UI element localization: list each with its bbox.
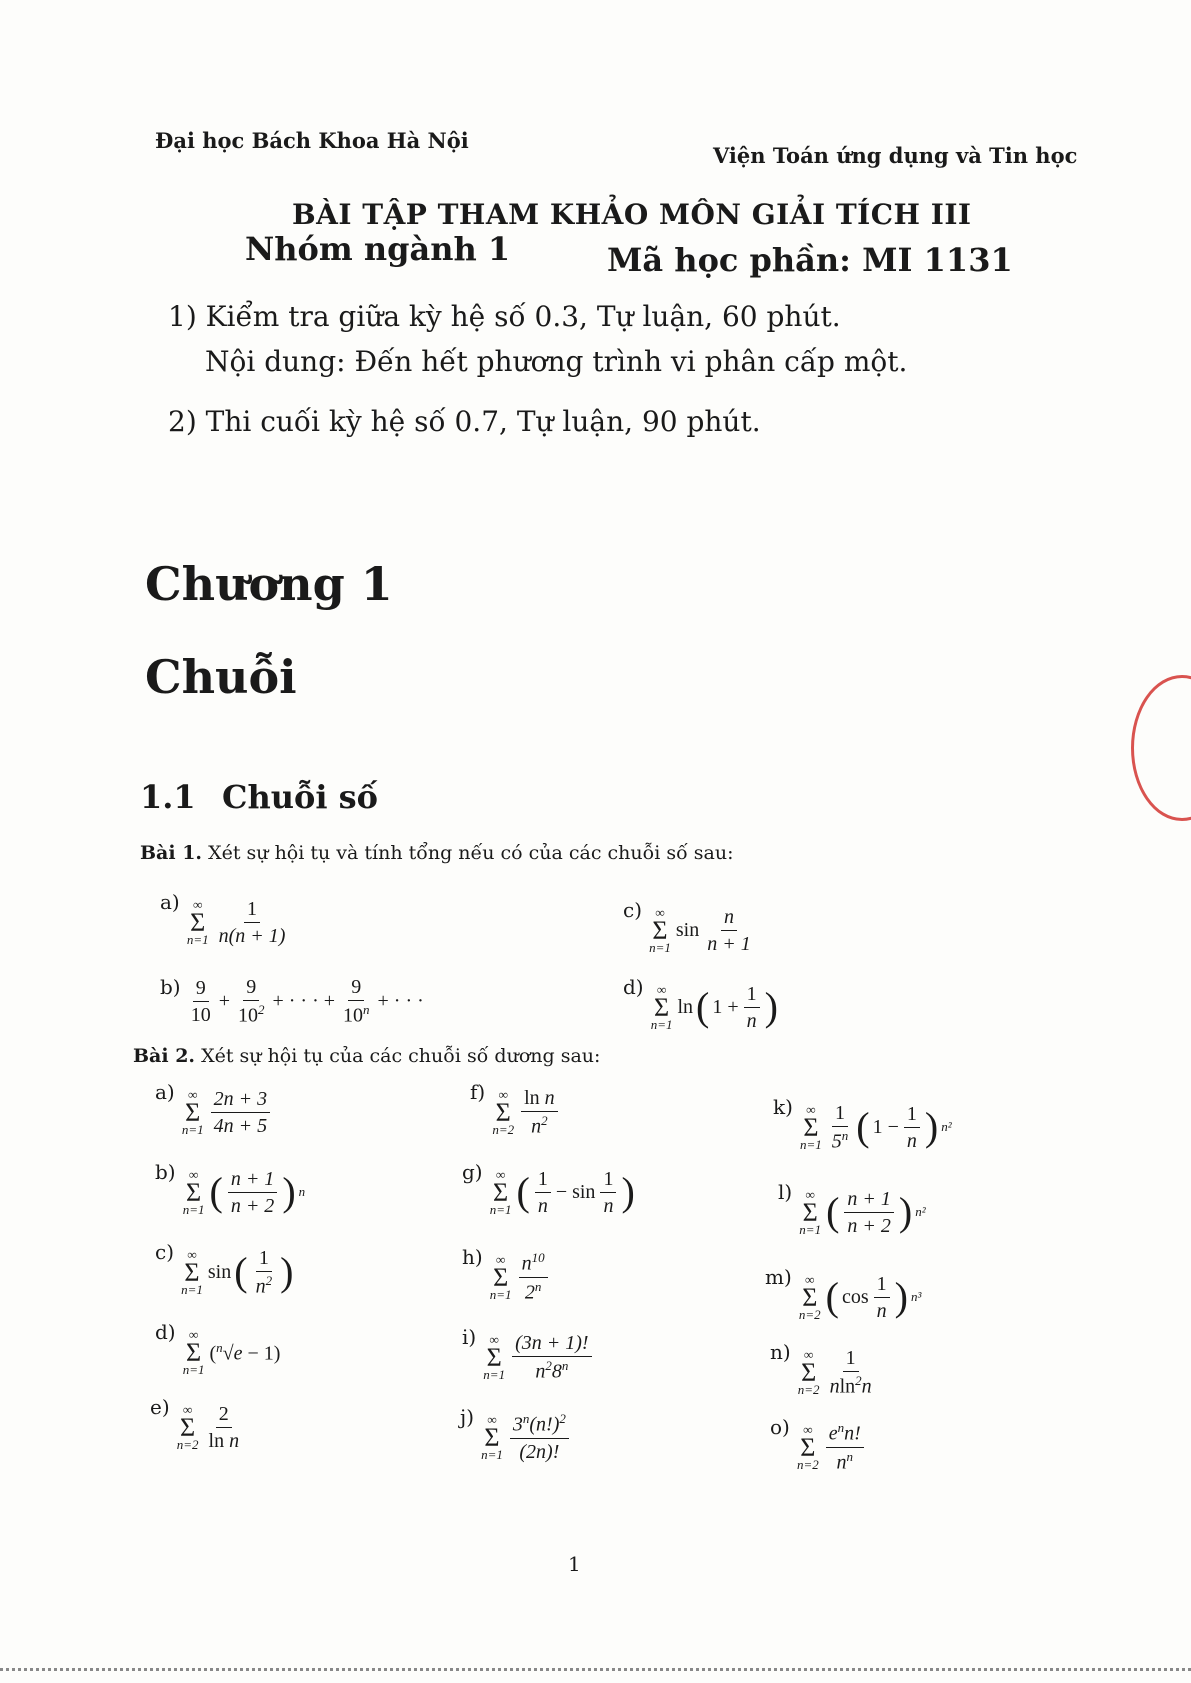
- document-title: BÀI TẬP THAM KHẢO MÔN GIẢI TÍCH III: [292, 198, 972, 231]
- scan-edge: [0, 1668, 1191, 1671]
- ex2-k: k) ∞ Σ n=1 $\frac{1}{5^n}$ ( 1 − $\frac{1}{n}$ ) n²: [773, 1095, 952, 1153]
- course-code: Mã học phần: MI 1131: [607, 241, 1013, 279]
- header-university: Đại học Bách Khoa Hà Nội: [155, 128, 469, 153]
- ex2-f: f) ∞ Σ n=2 $\frac{\text{ln n}}{n^2}$: [470, 1080, 560, 1138]
- ex2-j: j) ∞ Σ n=1 $\frac{3^n(n!)^2}{(2n)!}$: [460, 1405, 571, 1463]
- ex2-d: d) ∞ Σ n=1 ($^n$√e − 1): [155, 1320, 281, 1378]
- exercise-1-label: Bài 1.: [140, 842, 203, 864]
- note-content: Nội dung: Đến hết phương trình vi phân cấp một.: [205, 345, 908, 378]
- section-number: 1.1: [140, 778, 196, 816]
- exercise-2-label: Bài 2.: [133, 1045, 196, 1067]
- seal-stamp: [1131, 675, 1191, 821]
- section-title: Chuỗi số: [222, 778, 378, 816]
- ex2-l: l) ∞ Σ n=1 ( $\frac{n + 1}{n + 2}$ ) n²: [778, 1180, 926, 1238]
- ex2-h: h) ∞ Σ n=1 $\frac{n^{10}}{2^n}$: [462, 1245, 550, 1304]
- page-number: 1: [568, 1552, 581, 1576]
- ex1-c: c) ∞ Σ n=1 sin $\frac{n}{n + 1}$: [623, 898, 756, 955]
- ex1-b-formula: $\frac{9}{10}$ + $\frac{9}{10^2}$ + · · · + $\frac{9}{10^n}$ + · · ·: [190, 976, 424, 1027]
- ex1-a: a) ∞ Σ n=1 $\frac{1}{n(n + 1)}$: [160, 890, 290, 947]
- chapter-number: Chương 1: [145, 557, 393, 611]
- chapter-title: Chuỗi: [145, 650, 297, 704]
- ex1-b: b) $\frac{9}{10}$ + $\frac{9}{10^2}$ + · · · + $\frac{9}{10^n}$ + · · ·: [160, 975, 424, 1027]
- exercise-2-prompt: [133, 1045, 600, 1067]
- header-institute: Viện Toán ứng dụng và Tin học: [713, 143, 1078, 168]
- ex2-b: b) ∞ Σ n=1 ( $\frac{n + 1}{n + 2}$ ) n: [155, 1160, 306, 1218]
- ex2-i: i) ∞ Σ n=1 $\frac{(3n + 1)!}{n^28^n}$: [462, 1325, 594, 1383]
- ex1-d: d) ∞ Σ n=1 ln ( 1 + $\frac{1}{n}$ ): [623, 975, 778, 1033]
- exercise-2-text: Xét sự hội tụ của các chuỗi số dương sau:: [201, 1045, 601, 1067]
- ex2-o: o) ∞ Σ n=2 $\frac{e^nn!}{n^n}$: [770, 1415, 866, 1474]
- ex1-a-formula: ∞ Σ n=1 $\frac{1}{n(n + 1)}$: [186, 897, 286, 948]
- note-midterm: 1) Kiểm tra giữa kỳ hệ số 0.3, Tự luận, 60 phút.: [168, 300, 841, 333]
- ex2-e: e) ∞ Σ n=2 $\frac{2}{\text{ln n}}$: [150, 1395, 240, 1453]
- note-final: 2) Thi cuối kỳ hệ số 0.7, Tự luận, 90 phút.: [168, 405, 761, 438]
- group-label: Nhóm ngành 1: [245, 230, 511, 268]
- exercise-1-text: Xét sự hội tụ và tính tổng nếu có của các chuỗi số sau:: [208, 842, 734, 864]
- ex2-a: a) ∞ Σ n=1 $\frac{2n + 3}{4n + 5}$: [155, 1080, 272, 1137]
- ex2-n: n) ∞ Σ n=2 $\frac{1}{nln^2n}$: [770, 1340, 872, 1398]
- ex2-c: c) ∞ Σ n=1 sin ( $\frac{1}{n^2}$ ): [155, 1240, 294, 1298]
- ex2-m: m) ∞ Σ n=2 ( cos $\frac{1}{n}$ ) n³: [765, 1265, 922, 1323]
- ex1-d-formula: ∞ Σ n=1 ln ( 1 + $\frac{1}{n}$ ): [650, 982, 778, 1033]
- ex2-g: g) ∞ Σ n=1 ( $\frac{1}{n}$ − sin $\frac{1}{n}$ ): [462, 1160, 635, 1218]
- exercise-1-prompt: [140, 842, 734, 864]
- ex1-c-formula: ∞ Σ n=1 sin $\frac{n}{n + 1}$: [649, 905, 751, 956]
